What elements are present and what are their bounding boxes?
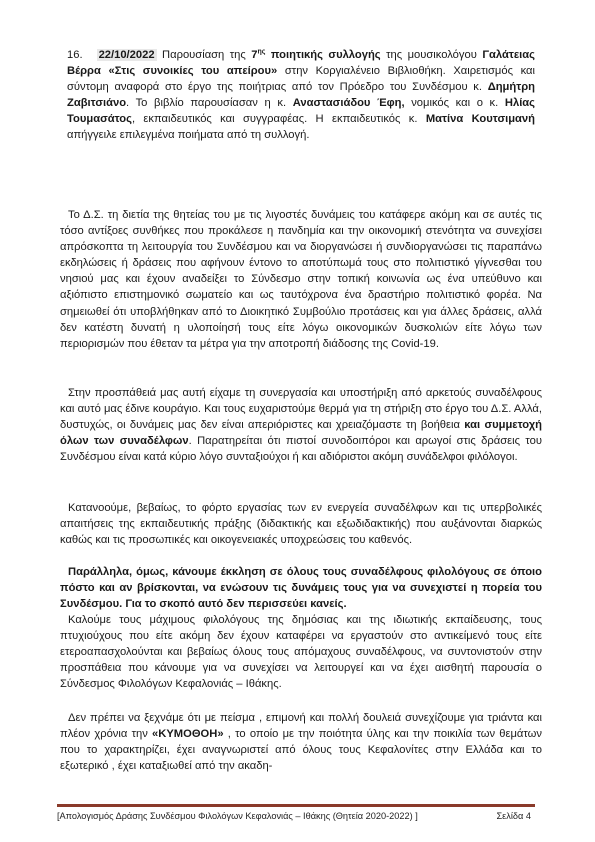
item-number: 16. <box>67 49 83 61</box>
paragraph-call-to-colleagues: Καλούμε τους μάχιμους φιλολόγους της δημόσιας και της ιδιωτικής εκπαίδευσης, τους πτυχιούχους που είτε ακόμη δεν έχουν καταφέρει να εργαστούν στο αντικείμενό τους είτε ετεροαπασχολούνται και βεβαίως όλους τους απόμαχους συναδέλφους, να συντονιστούν στην προσπάθεια που κάνουμε για να συνεχίσει να λειτουργεί και να έχει αισθητή παρουσία ο Σύνδεσμος Φιλολόγων Κεφαλονιάς – Ιθάκης. <box>60 614 542 691</box>
list-item-16: 16. 22/10/2022 Παρουσίαση της $7^{\eta\varsigma}$ ποιητικής συλλογής της μουσικολόγου Γαλάτειας Βέρρα «Στις συνοικίες του απείρου» στην Κοργιαλένειο Βιβλιοθήκη. Χαιρετισμός και σύντομη αναφορά στο έργο της ποιήτριας από τον Πρόεδρο του Συνδέσμου κ. Δημήτρη Ζαβιτσιάνο. Το βιβλίο παρουσίασαν η κ. Αναστασιάδου Έφη, νομικός και ο κ. Ηλίας Τουμασάτος, εκπαιδευτικός και συγγραφέας. Η εκπαιδευτικός κ. Ματίνα Κουτσιμανή απήγγειλε επιλεγμένα ποιήματα από τη συλλογή. <box>67 48 536 142</box>
paragraph-board-activity: Το Δ.Σ. τη διετία της θητείας του με τις λιγοστές δυνάμεις του κατάφερε ακόμη και σε αυτές τις τόσο αντίξοες συνθήκες που προκάλεσε η πανδημία και την οικονομική στενότητα να συνεχίσει απρόσκοπτα τη λειτουργία του Συνδέσμου και να διοργανώσει ή συνδιοργανώσει τις παραπάνω εκδηλώσεις ή δράσεις που αφήνουν έντονο το αποτύπωμά τους στο πολιτιστικό γίγνεσθαι του νησιού μας και έχουν αναδείξει το Σύνδεσμο στην τοπική κοινωνία ως ένα υπεύθυνο και αξιόπιστο επιστημονικό σωματείο και ως ταυτόχρονα ένα δραστήριο πολιτιστικό φορέα. Να σημειωθεί ότι υποβλήθηκαν από το Διοικητικό Συμβούλιο προτάσεις και για άλλες δράσεις, αλλά δεν κατέστη δυνατή η υλοποίησή τους είτε λόγω οικονομικών δυσκολιών είτε λόγω των περιορισμών που έθεταν τα μέτρα για την αποτροπή διάδοσης της Covid-19. <box>60 209 542 350</box>
footer-title: [Απολογισμός Δράσης Συνδέσμου Φιλολόγων Κεφαλονιάς – Ιθάκης (Θητεία 2020-2022) ] <box>57 811 418 821</box>
paragraph-kymothoi: Δεν πρέπει να ξεχνάμε ότι με πείσμα , επιμονή και πολλή δουλειά συνεχίζουμε για τριάντα και πλέον χρόνια την «ΚΥΜΟΘΟΗ» , το οποίο με την ποιότητα ύλης και την ποικιλία των θεμάτων που το χαρακτηρίζει, έχει αναγνωριστεί από όλους τους Κεφαλονίτες στην Ελλάδα και το εξωτερικό , έχει καταξιωθεί από την ακαδη- <box>60 712 542 773</box>
page-number: Σελίδα 4 <box>496 811 531 821</box>
item-date: 22/10/2022 <box>98 49 155 61</box>
page-footer <box>57 804 535 821</box>
paragraph-appeal: Παράλληλα, όμως, κάνουμε έκκληση σε όλους τους συναδέλφους φιλολόγους σε όποιο πόστο και αν βρίσκονται, να ενώσουν τις δυνάμεις τους για να συνεχιστεί η πορεία του Συνδέσμου. Για το σκοπό αυτό δεν περισσεύει κανείς. <box>60 566 542 611</box>
paragraph-workload: Κατανοούμε, βεβαίως, το φόρτο εργασίας των εν ενεργεία συναδέλφων και τις υπερβολικές απαιτήσεις της εκπαιδευτικής πράξης (διδακτικής και εξωδιδακτικής) που αυξάνονται διαρκώς καθώς και τις προσωπικές και οικογενειακές υποχρεώσεις του καθενός. <box>60 502 542 547</box>
paragraph-cooperation: Στην προσπάθειά μας αυτή είχαμε τη συνεργασία και υποστήριξη από αρκετούς συναδέλφους και αυτό μας έδινε κουράγιο. Και τους ευχαριστούμε θερμά για τη στήριξη στο έργο του Δ.Σ. Αλλά, δυστυχώς, οι δυνάμεις μας δεν είναι απεριόριστες και χρειαζόμαστε τη βοήθεια και συμμετοχή όλων των συναδέλφων. Παρατηρείται ότι πιστοί συνοδοιπόροι και αρωγοί στις δράσεις του Συνδέσμου είναι κατά κύριο λόγο συνταξιούχοι ή και αδιόριστοι ακόμη συνάδελφοι φιλόλογοι. <box>60 387 542 464</box>
